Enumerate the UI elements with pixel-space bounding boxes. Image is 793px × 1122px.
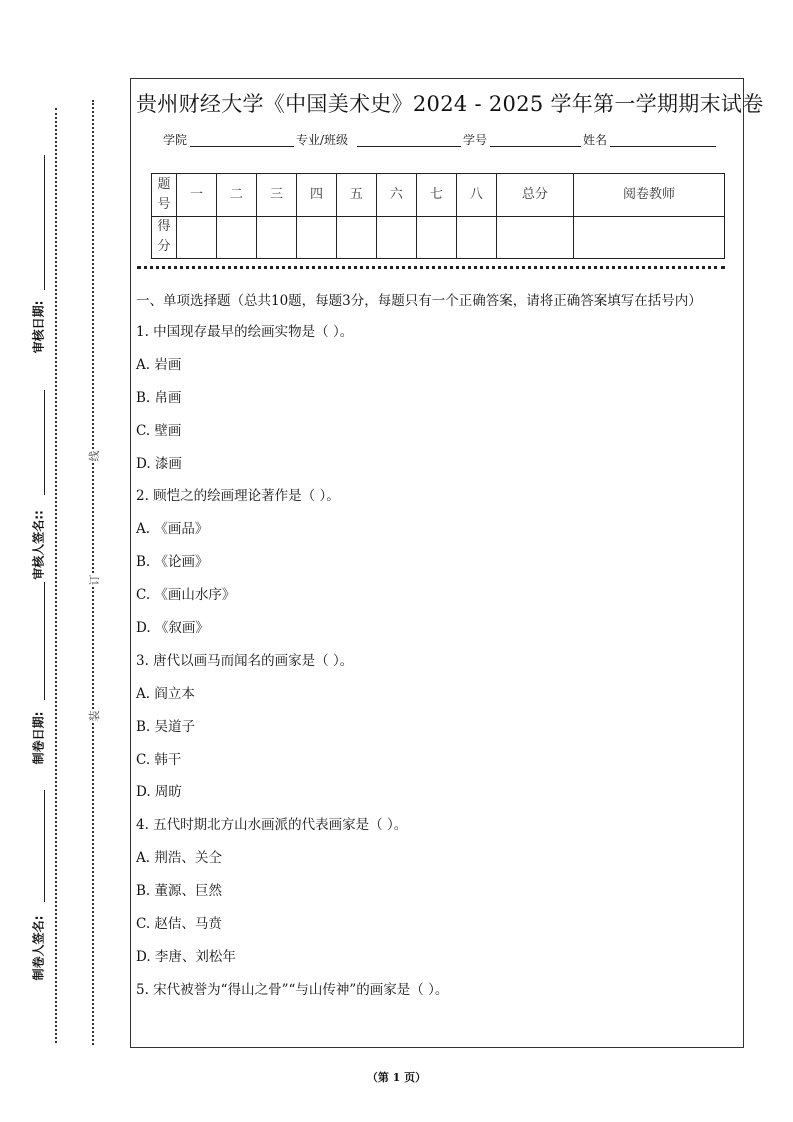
question-number-label: 题号 (152, 174, 177, 217)
paper-date-label: 制卷日期: (31, 711, 46, 765)
score-cell[interactable] (336, 216, 376, 259)
answer-option: D. 漆画 (136, 455, 182, 472)
col-2: 二 (216, 174, 256, 217)
review-date-line (44, 155, 45, 290)
binding-dotted-line (92, 100, 94, 1045)
score-cell[interactable] (296, 216, 336, 259)
binding-mark-line: 线 (88, 450, 101, 462)
score-table-score-row (152, 216, 725, 259)
score-cell[interactable] (456, 216, 496, 259)
answer-option: D. 周昉 (136, 784, 182, 801)
score-cell[interactable] (216, 216, 256, 259)
reviewer-signature-line (44, 390, 45, 495)
college-field[interactable] (190, 146, 294, 147)
col-4: 四 (296, 174, 336, 217)
score-cell[interactable] (496, 216, 573, 259)
score-cell[interactable] (574, 216, 725, 259)
question-stem: 4. 五代时期北方山水画派的代表画家是（ ）。 (136, 817, 408, 834)
question-stem: 3. 唐代以画马而闻名的画家是（ ）。 (136, 652, 354, 669)
score-table-header-row (152, 174, 725, 217)
paper-maker-signature-line (44, 790, 45, 902)
question-stem: 2. 顾恺之的绘画理论著作是（ ）。 (136, 488, 340, 505)
answer-option: D. 李唐、刘松年 (136, 948, 236, 965)
score-cell[interactable] (177, 216, 217, 259)
answer-option: B. 帛画 (136, 389, 182, 406)
answer-option: D. 《叙画》 (136, 620, 209, 637)
question-stem: 5. 宋代被誉为“得山之骨”“与山传神”的画家是（ ）。 (136, 981, 449, 998)
col-1: 一 (177, 174, 217, 217)
answer-option: A. 荆浩、关仝 (136, 850, 222, 867)
section-heading: 一、单项选择题（总共10题，每题3分，每题只有一个正确答案，请将正确答案填写在括号内） (136, 293, 702, 309)
major-class-label: 专业/班级 (296, 133, 349, 147)
header-separator (137, 266, 725, 269)
review-date-label: 审核日期: (31, 300, 46, 354)
exam-title: 贵州财经大学《中国美术史》2024 - 2025 学年第一学期期末试卷 (136, 92, 764, 116)
question-stem: 1. 中国现存最早的绘画实物是（ ）。 (136, 324, 354, 340)
score-table (151, 173, 725, 259)
answer-option: B. 董源、巨然 (136, 883, 223, 900)
col-5: 五 (336, 174, 376, 217)
name-label: 姓名 (583, 133, 608, 147)
binding-mark-staple: 订 (88, 574, 101, 586)
col-total: 总分 (496, 174, 573, 217)
margin-dotted-line-outer (55, 108, 57, 1043)
answer-option: B. 《论画》 (136, 554, 209, 571)
answer-option: B. 吴道子 (136, 718, 196, 735)
col-7: 七 (416, 174, 456, 217)
paper-date-line (44, 582, 45, 700)
college-label: 学院 (163, 133, 188, 147)
score-cell[interactable] (416, 216, 456, 259)
student-id-field[interactable] (490, 146, 581, 147)
score-label: 得分 (152, 216, 177, 259)
name-field[interactable] (610, 146, 716, 147)
answer-option: C. 韩干 (136, 751, 182, 768)
binding-mark-bind: 装 (88, 710, 101, 722)
col-3: 三 (256, 174, 296, 217)
answer-option: C. 赵佶、马贲 (136, 916, 222, 933)
col-8: 八 (456, 174, 496, 217)
score-cell[interactable] (256, 216, 296, 259)
score-cell[interactable] (376, 216, 416, 259)
reviewer-signature-label: 审核人签名:: (31, 510, 46, 580)
answer-option: A. 阎立本 (136, 685, 195, 702)
answer-option: C. 壁画 (136, 422, 182, 439)
answer-option: A. 岩画 (136, 356, 182, 373)
answer-option: C. 《画山水序》 (136, 587, 236, 604)
questions-section (136, 290, 738, 1013)
col-6: 六 (376, 174, 416, 217)
student-id-label: 学号 (463, 133, 488, 147)
page-number: （第 1 页） (366, 1071, 427, 1084)
paper-maker-signature-label: 制卷人签名: (31, 915, 46, 981)
col-grader: 阅卷教师 (574, 174, 725, 217)
answer-option: A. 《画品》 (136, 521, 209, 538)
major-class-field[interactable] (357, 146, 461, 147)
